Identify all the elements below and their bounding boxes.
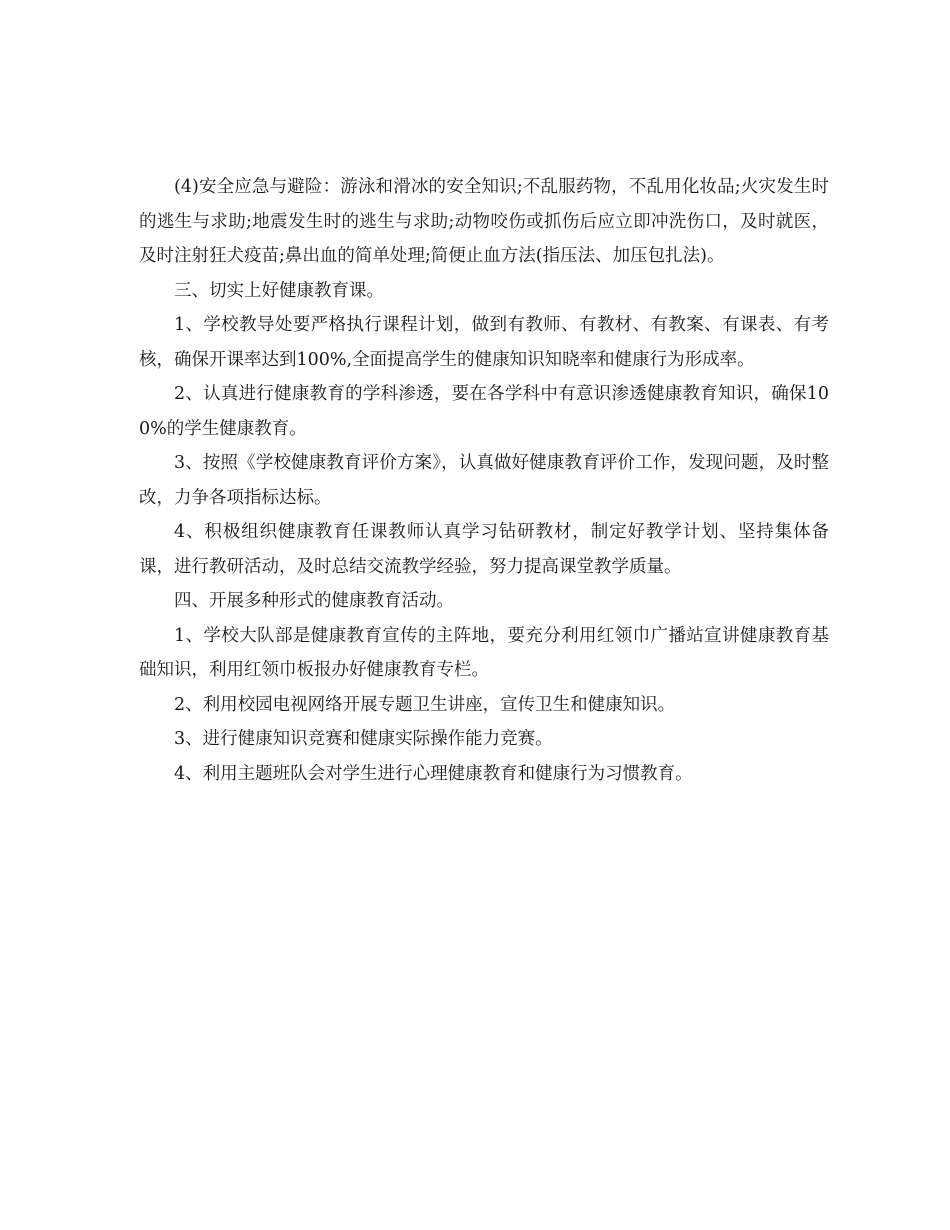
paragraph-safety-emergency: (4)安全应急与避险：游泳和滑冰的安全知识;不乱服药物，不乱用化妆品;火灾发生时的逃生与求助;地震发生时的逃生与求助;动物咬伤或抓伤后应立即冲洗伤口，及时就医，及时注射狂犬疫苗;鼻出血的简单处理;简便止血方法(指压法、加压包扎法)。	[139, 177, 829, 266]
section-heading-3: 三、切实上好健康教育课。	[174, 280, 384, 301]
paragraph-4-3: 3、进行健康知识竞赛和健康实际操作能力竞赛。	[174, 729, 553, 749]
paragraph-4-4: 4、利用主题班队会对学生进行心理健康教育和健康行为习惯教育。	[174, 763, 693, 784]
paragraph-3-2: 2、认真进行健康教育的学科渗透，要在各学科中有意识渗透健康教育知识，确保100%的学生健康教育。	[139, 384, 829, 439]
paragraph-4-2: 2、利用校园电视网络开展专题卫生讲座，宣传卫生和健康知识。	[174, 694, 676, 715]
document-body	[139, 170, 829, 791]
section-heading-4: 四、开展多种形式的健康教育活动。	[174, 591, 454, 611]
paragraph-3-1: 1、学校教导处要严格执行课程计划，做到有教师、有教材、有教案、有课表、有考核，确保开课率达到100%,全面提高学生的健康知识知晓率和健康行为形成率。	[139, 315, 829, 370]
paragraph-3-3: 3、按照《学校健康教育评价方案》，认真做好健康教育评价工作，发现问题，及时整改，力争各项指标达标。	[139, 453, 829, 508]
paragraph-4-1: 1、学校大队部是健康教育宣传的主阵地，要充分利用红领巾广播站宣讲健康教育基础知识，利用红领巾板报办好健康教育专栏。	[139, 625, 829, 680]
paragraph-3-4: 4、积极组织健康教育任课教师认真学习钻研教材，制定好教学计划、坚持集体备课，进行教研活动，及时总结交流教学经验，努力提高课堂教学质量。	[139, 522, 829, 577]
